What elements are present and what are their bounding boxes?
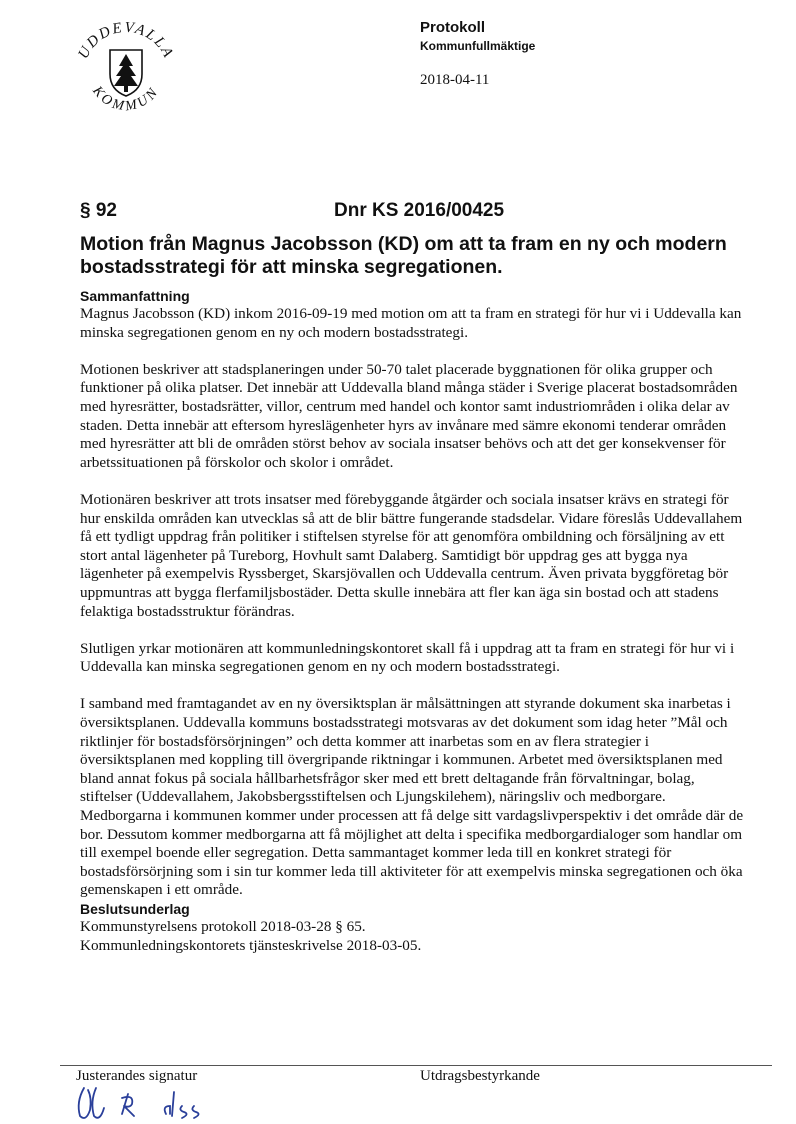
seal-text-top: UDDEVALLA: [75, 19, 177, 62]
signature-label: Justerandes signatur: [76, 1068, 198, 1084]
body-name: Kommunfullmäktige: [420, 39, 536, 53]
handwritten-initials: [70, 1084, 230, 1124]
doc-type: Protokoll: [420, 19, 486, 36]
case-number: Dnr KS 2016/00425: [334, 200, 505, 221]
seal-text-bottom: KOMMUN: [89, 83, 163, 115]
paragraph-number: § 92: [80, 200, 117, 221]
document-body: [80, 287, 744, 955]
basis-item: Kommunledningskontorets tjänsteskrivelse 2018-03-05.: [80, 936, 422, 954]
summary-paragraph: Motionen beskriver att stadsplaneringen under 50-70 talet placerade byggnationen för olika grupper och funktioner på olika platser. Det innebär att Uddevalla bland många städer i Sverige placerat bostadsområden med hyresrätter, bostadsrätter, villor, centrum med handel och kontor samt industriområden i olika delar av staden. Detta innebär att eftersom hyreslägenheter hyrs av invånare med sämre ekonomi tenderar områden med hyresrätter att bli de områden störst behov av sociala insatser behövs och att det ger konsekvenser för arbetssituationen på förskolor och skolor i området.: [80, 360, 738, 471]
summary-paragraph: Slutligen yrkar motionären att kommunledningskontoret skall få i uppdrag att ta fram en strategi för hur vi i Uddevalla kan minska segregationen genom en ny och modern bostadsstrategi.: [80, 639, 735, 676]
summary-heading: Sammanfattning: [80, 288, 190, 304]
protocol-header: [420, 18, 535, 89]
doc-date: 2018-04-11: [420, 72, 490, 88]
section-title: Motion från Magnus Jacobsson (KD) om att ta fram en ny och modern bostadsstrategi för att minska segregationen.: [80, 233, 727, 278]
footer-divider: [60, 1065, 772, 1066]
tree-crest-icon: [110, 50, 142, 96]
basis-heading: Beslutsunderlag: [80, 901, 190, 917]
certification-label: Utdragsbestyrkande: [420, 1068, 540, 1084]
summary-paragraph: I samband med framtagandet av en ny översiktsplan är målsättningen att styrande dokument ska inarbetas i översiktsplanen. Uddevalla kommuns bostadsstrategi motsvaras av det dokument som idag heter ”Mål och riktlinjer för bostadsförsörjningen” och detta kommer att inarbetas som en av flera strategier i översiktsplanen med koppling till övergripande riktningar i kommunen. Arbetet med översiktsplanen med bland annat fokus på sociala hållbarhetsfrågor sker med ett brett deltagande från förvaltningar, bolag, stiftelser (Uddevallahem, Jakobsbergsstiftelsen och Ljungskilehem), näringsliv och medborgare. Medborgarna i kommunen kommer under processen att få delge sitt vardagslivperspektiv i det område där de bor. Dessutom kommer medborgarna att få möjlighet att delta i specifika medborgardialoger som handlar om till exempel boende eller segregation. Detta sammantaget kommer leda till en konkret strategi för bostadsförsörjning som i sin tur kommer leda till aktiviteter för att exempelvis minska segregationen och öka gemenskapen i ett område.: [80, 695, 744, 899]
summary-paragraph: Motionären beskriver att trots insatser med förebyggande åtgärder och sociala insatser krävs en strategi för hur enskilda områden kan utvecklas så att de blir bättre fungerande stadsdelar. Vidare föreslås Uddevallahem få ett tydligt uppdrag från politiker i stiftelsen styrelse för att genomföra ombildning och försäljning av ett stort antal lägenheter på Tureborg, Hovhult samt Dalaberg. Samtidigt bör uppdrag ges att bygga nya lägenheter på exempelvis Ryssberget, Skarsjövallen och Uddevalla centrum. Även privata byggföretag bör uppmuntras att bygga flerfamiljsbostäder. Detta skulle innebära att fler kan äga sin bostad och att stadens felaktiga bostadsstruktur förändras.: [80, 490, 743, 620]
municipal-seal: [70, 14, 182, 126]
summary-paragraph: Magnus Jacobsson (KD) inkom 2016-09-19 med motion om att ta fram en strategi för hur vi i Uddevalla kan minska segregationen genom en ny och modern bostadsstrategi.: [80, 305, 742, 341]
basis-item: Kommunstyrelsens protokoll 2018-03-28 § 65.: [80, 918, 366, 935]
